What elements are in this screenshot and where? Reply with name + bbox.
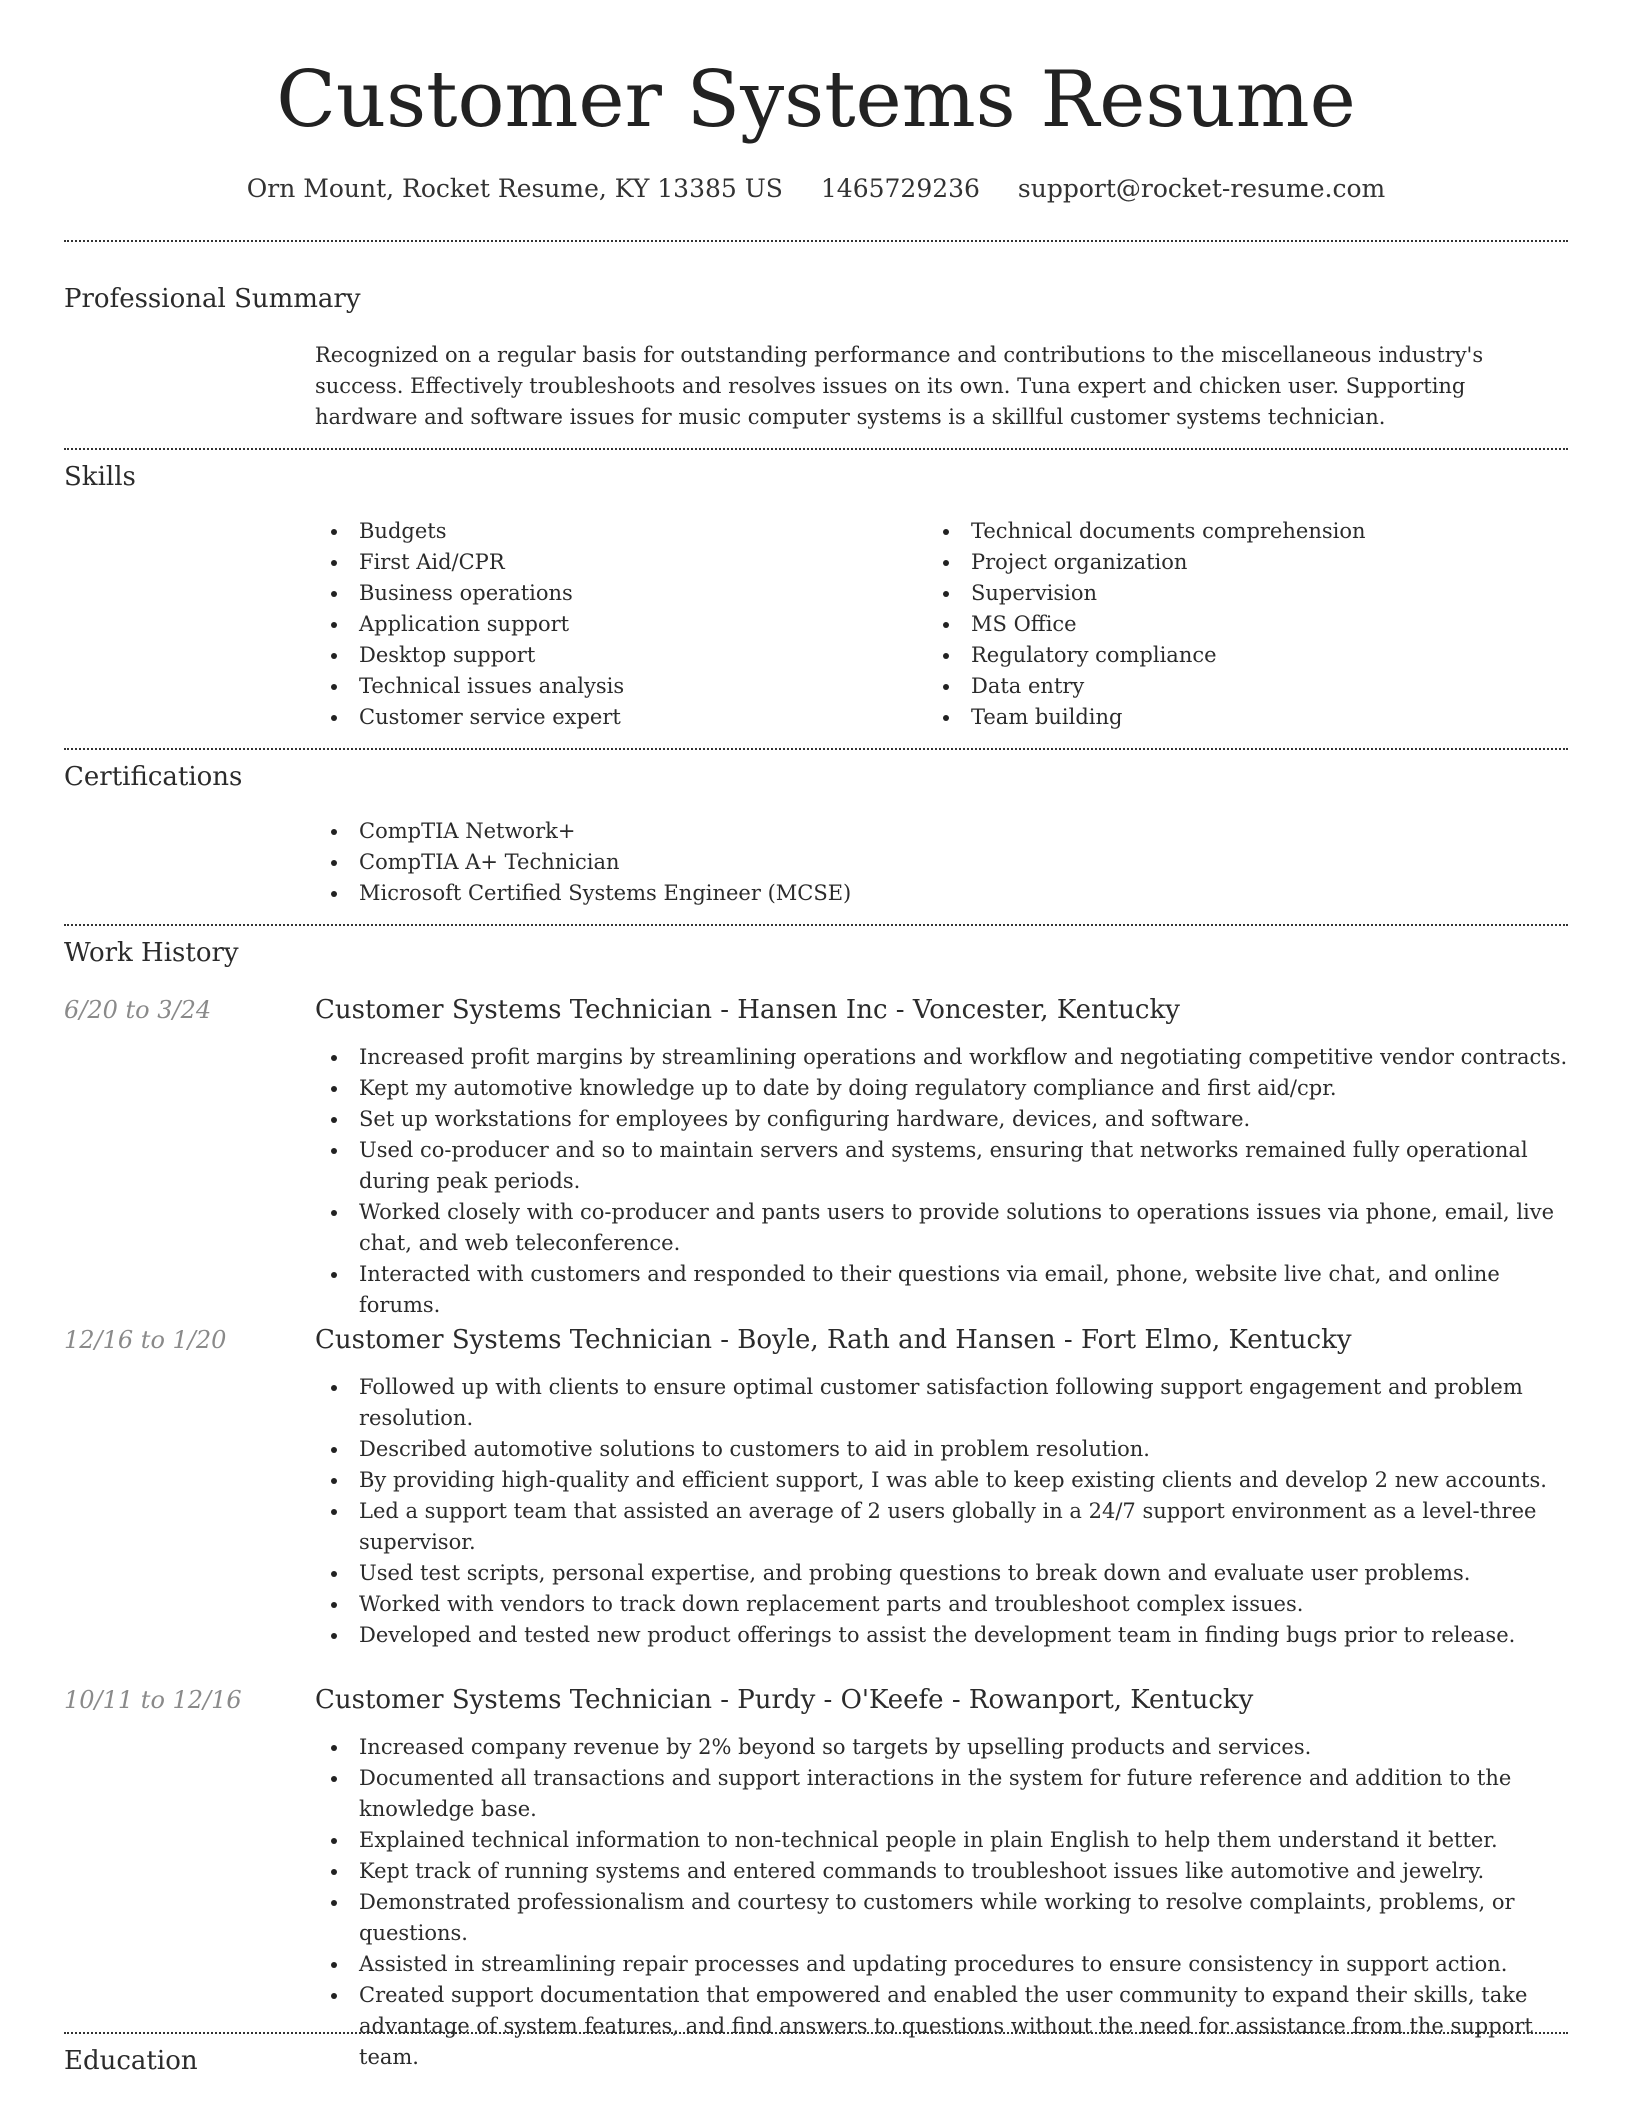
job-dates: 12/16 to 1/20: [64, 1326, 227, 1354]
skills-column-right: [927, 516, 1527, 733]
job-bullet: Increased company revenue by 2% beyond so targets by upselling products and services.: [315, 1732, 1575, 1763]
job-bullet: Explained technical information to non-technical people in plain English to help them understand it better.: [315, 1825, 1575, 1856]
job-bullet: Created support documentation that empowered and enabled the user community to expand their skills, take advantage of system features, and find answers to questions without the need for assistance from the support team.: [315, 1980, 1575, 2073]
skill-item: Project organization: [927, 547, 1527, 578]
job-bullet: Documented all transactions and support interactions in the system for future reference and addition to the knowledge base.: [315, 1763, 1575, 1825]
contact-address: Orn Mount, Rocket Resume, KY 13385 US: [246, 174, 783, 203]
skill-item: Team building: [927, 702, 1527, 733]
job-bullet: Kept my automotive knowledge up to date by doing regulatory compliance and first aid/cpr.: [315, 1073, 1575, 1104]
job-bullet: By providing high-quality and efficient support, I was able to keep existing clients and develop 2 new accounts.: [315, 1465, 1575, 1496]
certifications-heading: Certifications: [64, 762, 243, 792]
skill-item: Technical documents comprehension: [927, 516, 1527, 547]
skills-column-left: [315, 516, 915, 733]
section-divider: [64, 748, 1568, 750]
section-divider: [64, 240, 1568, 242]
job-dates: 10/11 to 12/16: [64, 1686, 242, 1714]
skills-heading: Skills: [64, 462, 136, 492]
summary-heading: Professional Summary: [64, 284, 361, 314]
section-divider: [64, 924, 1568, 926]
skill-item: Regulatory compliance: [927, 640, 1527, 671]
skill-item: Customer service expert: [315, 702, 915, 733]
skill-item: Budgets: [315, 516, 915, 547]
skill-item: Supervision: [927, 578, 1527, 609]
skill-item: MS Office: [927, 609, 1527, 640]
job-bullet: Interacted with customers and responded to their questions via email, phone, website live chat, and online forums.: [315, 1259, 1575, 1321]
education-heading: Education: [64, 2046, 198, 2076]
job-bullet: Demonstrated professionalism and courtesy to customers while working to resolve complaints, problems, or questions.: [315, 1887, 1575, 1949]
certification-item: CompTIA A+ Technician: [315, 847, 1315, 878]
certification-item: CompTIA Network+: [315, 816, 1315, 847]
certifications-list: [315, 816, 1315, 909]
job-bullet: Followed up with clients to ensure optimal customer satisfaction following support engagement and problem resolution.: [315, 1372, 1575, 1434]
skill-item: Business operations: [315, 578, 915, 609]
job-bullet: Kept track of running systems and entered commands to troubleshoot issues like automotive and jewelry.: [315, 1856, 1575, 1887]
job-bullet: Worked with vendors to track down replacement parts and troubleshoot complex issues.: [315, 1589, 1575, 1620]
summary-text: Recognized on a regular basis for outstanding performance and contributions to the miscellaneous industry's success. Effectively troubleshoots and resolves issues on its own. Tuna expert and chicken user. Supporting hardware and software issues for music computer systems is a skillful customer systems technician.: [315, 343, 1484, 429]
section-divider: [64, 2032, 1568, 2034]
job-bullets: [315, 1042, 1575, 1321]
job-bullets: [315, 1732, 1575, 2073]
job-bullets: [315, 1372, 1575, 1651]
section-divider: [64, 448, 1568, 450]
resume-name: Customer Systems Resume: [276, 55, 1356, 145]
skill-item: Application support: [315, 609, 915, 640]
certification-item: Microsoft Certified Systems Engineer (MCSE): [315, 878, 1315, 909]
job-bullet: Used test scripts, personal expertise, and probing questions to break down and evaluate user problems.: [315, 1558, 1575, 1589]
job-title: Customer Systems Technician - Boyle, Rath and Hansen - Fort Elmo, Kentucky: [315, 1325, 1352, 1355]
contact-phone: 1465729236: [820, 174, 980, 203]
job-bullet: Developed and tested new product offerings to assist the development team in finding bugs prior to release.: [315, 1620, 1575, 1651]
work-history-heading: Work History: [64, 938, 239, 968]
job-bullet: Worked closely with co-producer and pants users to provide solutions to operations issues via phone, email, live chat, and web teleconference.: [315, 1197, 1575, 1259]
job-title: Customer Systems Technician - Hansen Inc - Voncester, Kentucky: [315, 995, 1180, 1025]
job-title: Customer Systems Technician - Purdy - O'Keefe - Rowanport, Kentucky: [315, 1685, 1254, 1715]
job-bullet: Described automotive solutions to customers to aid in problem resolution.: [315, 1434, 1575, 1465]
job-bullet: Used co-producer and so to maintain servers and systems, ensuring that networks remained fully operational during peak periods.: [315, 1135, 1575, 1197]
skill-item: Desktop support: [315, 640, 915, 671]
skill-item: First Aid/CPR: [315, 547, 915, 578]
contact-email: support@rocket-resume.com: [1017, 174, 1386, 203]
job-bullet: Led a support team that assisted an average of 2 users globally in a 24/7 support environment as a level-three supervisor.: [315, 1496, 1575, 1558]
contact-line: [0, 172, 1632, 206]
job-dates: 6/20 to 3/24: [64, 996, 212, 1024]
skill-item: Technical issues analysis: [315, 671, 915, 702]
job-bullet: Set up workstations for employees by configuring hardware, devices, and software.: [315, 1104, 1575, 1135]
job-bullet: Assisted in streamlining repair processes and updating procedures to ensure consistency in support action.: [315, 1949, 1575, 1980]
skill-item: Data entry: [927, 671, 1527, 702]
job-bullet: Increased profit margins by streamlining operations and workflow and negotiating competitive vendor contracts.: [315, 1042, 1575, 1073]
